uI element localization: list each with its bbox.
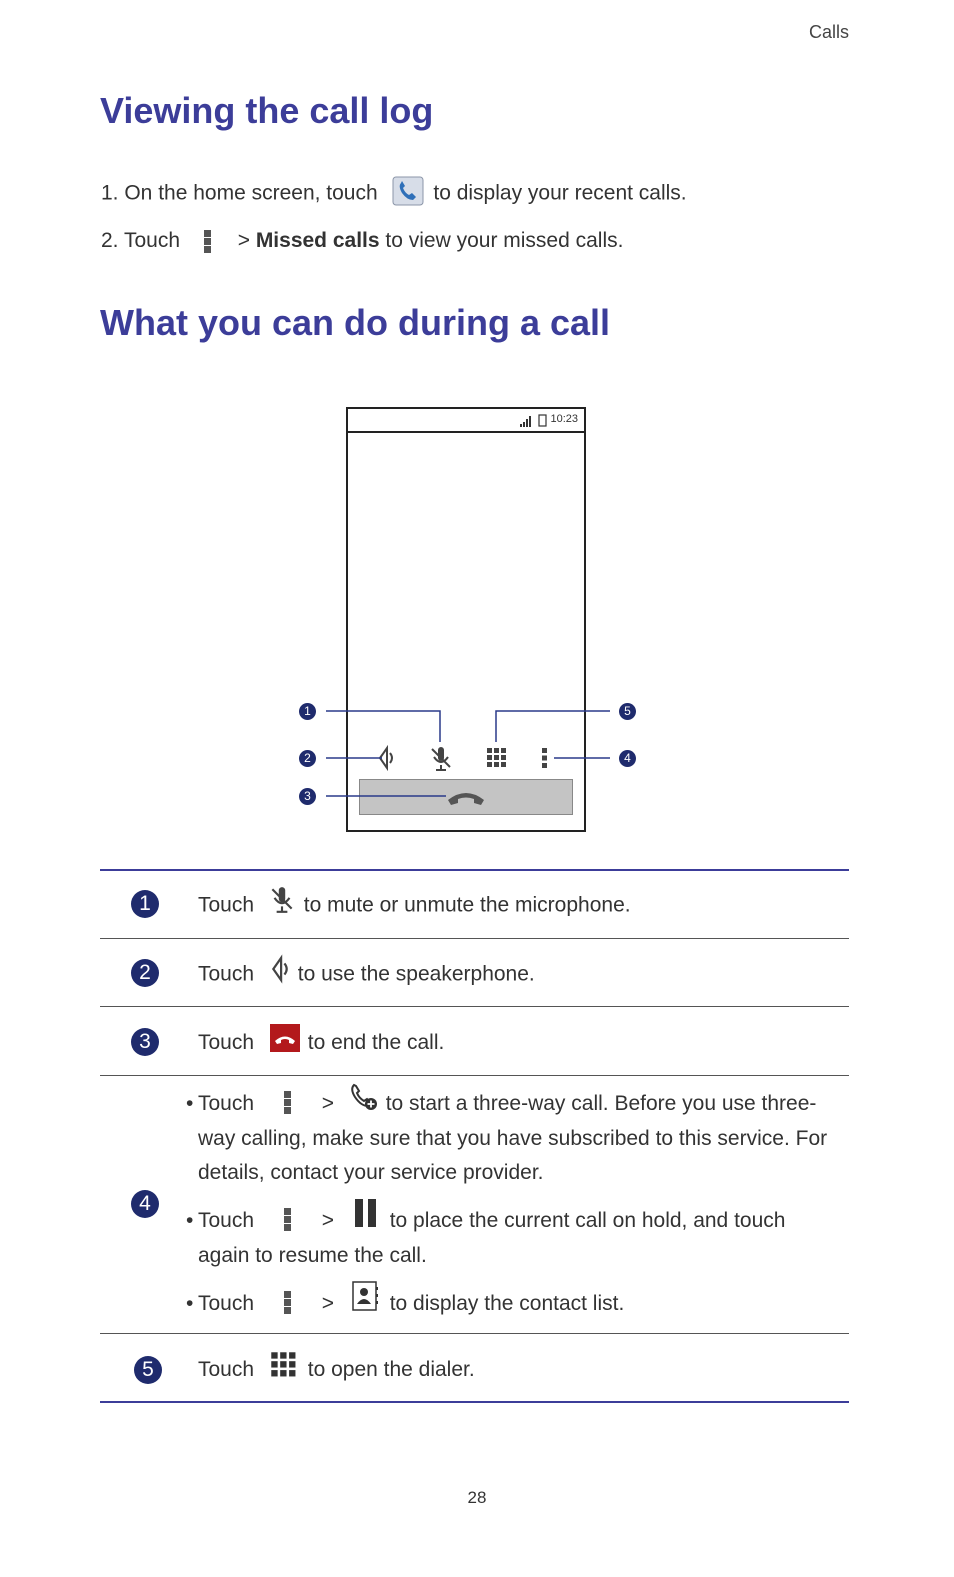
signal-battery-icon [520, 414, 548, 427]
menu-icon [284, 1207, 292, 1232]
step-1-text-end: to display your recent calls. [433, 181, 687, 205]
item-3-text: to display the contact list. [389, 1292, 625, 1316]
row-divider [100, 1333, 849, 1334]
callout-lines [300, 700, 640, 810]
contacts-icon [352, 1281, 380, 1322]
table-row-speaker [198, 960, 535, 990]
menu-icon [284, 1090, 292, 1115]
step-2-text-end: to view your missed calls. [385, 229, 624, 253]
callout-1: 1 [299, 703, 316, 720]
table-row-end-call [198, 1029, 444, 1058]
table-row-mute [198, 891, 631, 921]
step-2-text: 2. Touch [101, 229, 181, 253]
row-2-text: to use the speakerphone. [297, 962, 535, 986]
row-2-touch: Touch [198, 962, 255, 986]
section-title-during-call: What you can do during a call [100, 302, 611, 343]
row-badge-4: 4 [131, 1190, 159, 1218]
callout-2: 2 [299, 750, 316, 767]
add-call-icon [348, 1081, 378, 1122]
bullet: • [186, 1292, 194, 1315]
row-badge-5: 5 [134, 1356, 162, 1384]
row-badge-1: 1 [131, 890, 159, 918]
item-1-text-cont: way calling, make sure that you have subscribed to this service. For details, contact your service provider. [198, 1127, 828, 1184]
item-2-text: to place the current call on hold, and touch [389, 1209, 786, 1233]
bullet: • [186, 1092, 194, 1115]
list-item-three-way-call [198, 1087, 848, 1190]
list-item-contacts [198, 1287, 848, 1322]
row-badge-3: 3 [131, 1028, 159, 1056]
running-header: Calls [808, 22, 849, 42]
page-number: 28 [467, 1488, 487, 1507]
item-1-touch: Touch [198, 1092, 255, 1116]
table-bottom-rule [100, 1401, 849, 1403]
menu-icon [284, 1290, 292, 1315]
menu-icon [204, 229, 212, 254]
speaker-icon [270, 954, 290, 990]
bullet: • [186, 1209, 194, 1232]
item-1-gt: > [321, 1092, 334, 1116]
row-divider [100, 1006, 849, 1007]
row-3-text: to end the call. [307, 1031, 445, 1055]
dialpad-icon [270, 1351, 298, 1385]
mute-icon [270, 885, 294, 921]
step-2-gt: > [237, 229, 250, 253]
item-3-touch: Touch [198, 1292, 255, 1316]
step-2 [101, 229, 623, 254]
end-call-icon [270, 1024, 300, 1058]
item-3-gt: > [321, 1292, 334, 1316]
table-top-rule [100, 869, 849, 871]
callout-5: 5 [619, 703, 636, 720]
row-1-touch: Touch [198, 893, 255, 917]
row-5-touch: Touch [198, 1358, 255, 1382]
phone-app-icon [392, 176, 424, 212]
step-1-text: 1. On the home screen, touch [101, 181, 378, 205]
row-5-text: to open the dialer. [307, 1358, 475, 1382]
hold-icon [354, 1198, 378, 1239]
item-2-text-cont: again to resume the call. [198, 1244, 427, 1267]
status-bar [348, 409, 584, 433]
callout-3: 3 [299, 788, 316, 805]
row-3-touch: Touch [198, 1031, 255, 1055]
item-1-text: to start a three-way call. Before you use three- [385, 1092, 817, 1116]
row-badge-2: 2 [131, 959, 159, 987]
item-2-gt: > [321, 1209, 334, 1233]
step-1 [101, 176, 687, 212]
missed-calls-label: Missed calls [255, 229, 380, 253]
list-item-hold [198, 1204, 848, 1273]
row-1-text: to mute or unmute the microphone. [303, 893, 631, 917]
section-title-call-log: Viewing the call log [100, 90, 434, 131]
row-divider [100, 938, 849, 939]
item-2-touch: Touch [198, 1209, 255, 1233]
status-time: 10:23 [550, 413, 578, 425]
callout-4: 4 [619, 750, 636, 767]
row-divider [100, 1075, 849, 1076]
table-row-dialer [198, 1356, 475, 1385]
